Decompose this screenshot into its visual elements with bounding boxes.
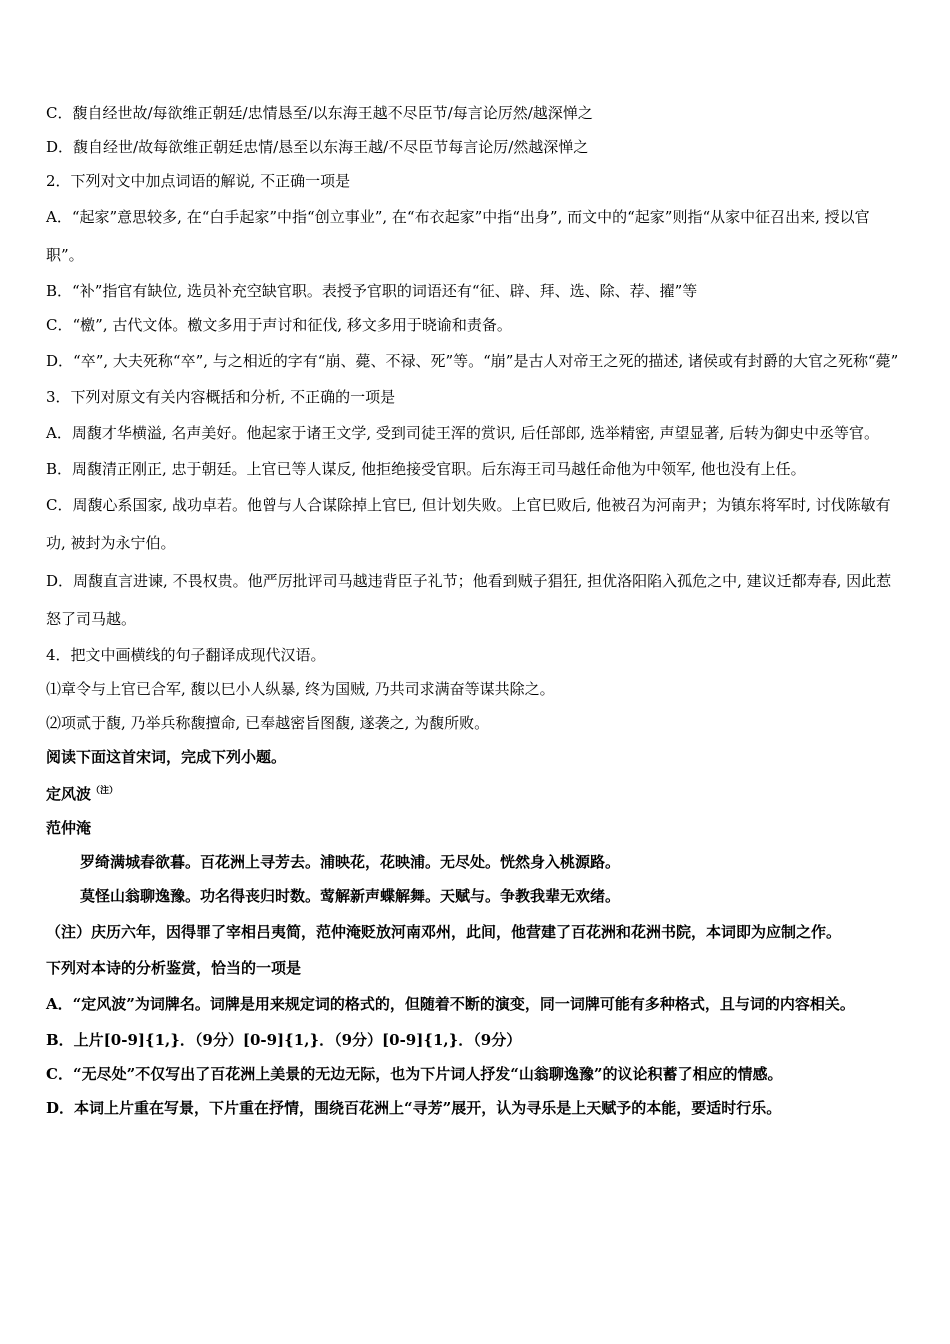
poem-note: （注）庆历六年，因得罪了宰相吕夷简，范仲淹贬放河南邓州，此间，他营建了百花洲和花洲书院，本词即为应制之作。: [46, 923, 842, 941]
poem-option-d: D．本词上片重在写景，下片重在抒情，围绕百花洲上“寻芳”展开，认为寻乐是上天赋予的本能，要适时行乐。: [46, 1099, 782, 1117]
poem-title-note-marker: （注）: [91, 786, 119, 796]
q3-option-b: B．周馥清正刚正, 忠于朝廷。上官已等人谋反, 他拒绝接受官职。后东海王司马越任命他为中领军, 他也没有上任。: [46, 460, 806, 478]
q3-option-c: C．周馥心系国家, 战功卓若。他曾与人合谋除掉上官巳, 但计划失败。上官巳败后, 他被召为河南尹；为镇东将军时, 讨伐陈敏有功, 被封为永宁伯。: [46, 496, 891, 552]
q1-option-c: C．馥自经世故/每欲维正朝廷/忠情恳至/以东海王越不尽臣节/每言论厉然/越深惮之: [46, 104, 593, 122]
poem-option-b: B．上片[0-9]{1,}．（9分）[0-9]{1,}．（9分）[0-9]{1,}．（9分）: [46, 1031, 522, 1049]
q4-sentence-1: ⑴章令与上官已合军, 馥以巳小人纵暴, 终为国贼, 乃共司求满奋等谋共除之。: [46, 680, 555, 698]
q3-option-d: D．周馥直言进谏, 不畏权贵。他严厉批评司马越违背臣子礼节；他看到贼子猖狂, 担优洛阳陷入孤危之中, 建议迁都寿春, 因此惹怒了司马越。: [46, 572, 892, 628]
q2-stem: 2．下列对文中加点词语的解说, 不正确一项是: [46, 172, 351, 190]
q4-sentence-2: ⑵项贰于馥, 乃举兵称馥擅命, 已奉越密旨图馥, 遂袭之, 为馥所败。: [46, 714, 490, 732]
poem-line-1: 罗绮满城春欲暮。百花洲上寻芳去。浦映花，花映浦。无尽处。恍然身入桃源路。: [80, 853, 621, 871]
poem-option-c: C．“无尽处”不仅写出了百花洲上美景的无边无际，也为下片词人抒发“山翁聊逸豫”的议论积蓄了相应的情感。: [46, 1065, 783, 1083]
poem-intro: 阅读下面这首宋词，完成下列小题。: [46, 748, 287, 766]
q2-option-c: C．“檄”, 古代文体。檄文多用于声讨和征伐, 移文多用于晓谕和责备。: [46, 316, 512, 334]
poem-title-text: 定风波: [46, 785, 92, 803]
poem-question: 下列对本诗的分析鉴赏，恰当的一项是: [46, 959, 302, 977]
q1-option-d: D．馥自经世/故每欲维正朝廷忠情/恳至以东海王越/不尽臣节每言论厉/然越深惮之: [46, 138, 589, 156]
q2-option-b: B．“补”指官有缺位, 选员补充空缺官职。表授予官职的词语还有“征、辟、拜、选、除、荐、擢”等: [46, 282, 698, 300]
poem-option-a: A．“定风波”为词牌名。词牌是用来规定词的格式的，但随着不断的演变，同一词牌可能有多种格式，且与词的内容相关。: [46, 995, 855, 1013]
q3-option-a: A．周馥才华横溢, 名声美好。他起家于诸王文学, 受到司徒王浑的赏识, 后任部郎, 选举精密, 声望显著, 后转为御史中丞等官。: [46, 424, 880, 442]
poem-title: [46, 774, 906, 811]
q2-option-d: D．“卒”, 大夫死称“卒”, 与之相近的字有“崩、薨、不禄、死”等。“崩”是古人对帝王之死的描述, 诸侯或有封爵的大官之死称“薨”: [46, 352, 899, 370]
q3-stem: 3．下列对原文有关内容概括和分析, 不正确的一项是: [46, 388, 396, 406]
poem-author: 范仲淹: [46, 819, 92, 837]
document-page: [46, 96, 906, 1125]
q2-option-a: A．“起家”意思较多, 在“白手起家”中指“创立事业”, 在“布衣起家”中指“出身”, 而文中的“起家”则指“从家中征召出来, 授以官职”。: [46, 208, 870, 264]
q4-stem: 4．把文中画横线的句子翻译成现代汉语。: [46, 646, 326, 664]
poem-line-2: 莫怪山翁聊逸豫。功名得丧归时数。莺解新声蝶解舞。天赋与。争教我辈无欢绪。: [80, 887, 621, 905]
